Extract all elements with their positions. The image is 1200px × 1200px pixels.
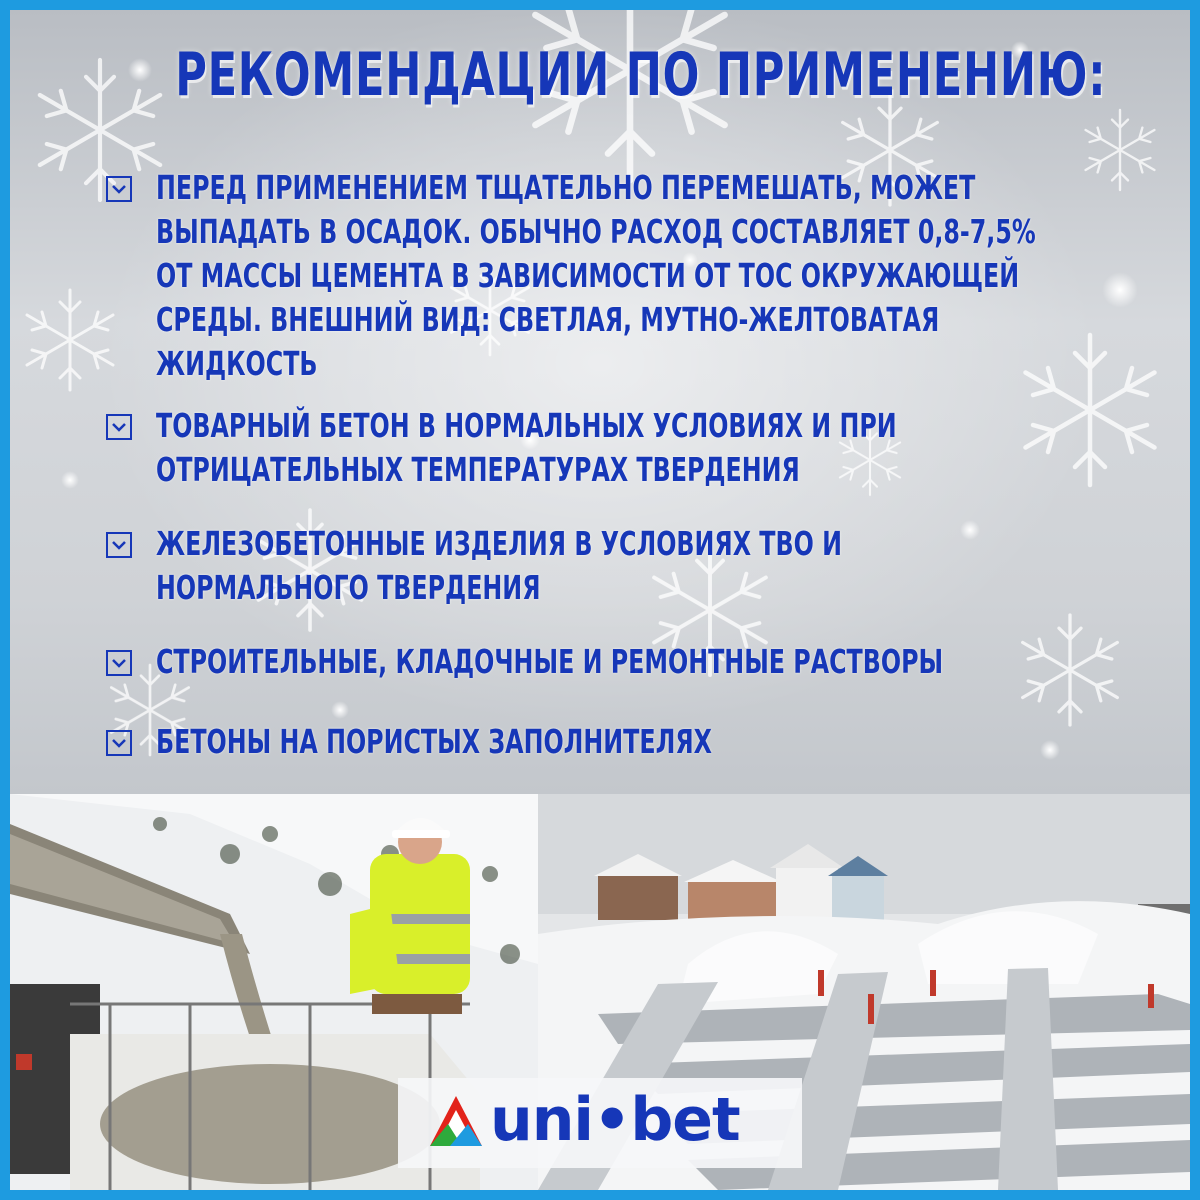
- list-item-text: БЕТОНЫ НА ПОРИСТЫХ ЗАПОЛНИТЕЛЯХ: [156, 722, 712, 761]
- checkbox-icon: [106, 532, 132, 558]
- list-item-text: СТРОИТЕЛЬНЫЕ, КЛАДОЧНЫЕ И РЕМОНТНЫЕ РАСТВОРЫ: [156, 642, 944, 681]
- list-item-text: ПЕРЕД ПРИМЕНЕНИЕМ ТЩАТЕЛЬНО ПЕРЕМЕШАТЬ, МОЖЕТ ВЫПАДАТЬ В ОСАДОК. ОБЫЧНО РАСХОД СОСТАВЛЯЕТ 0,8-7,5% ОТ МАССЫ ЦЕМЕНТА В ЗАВИСИМОСТИ ОТ ТОС ОКРУЖАЮЩЕЙ СРЕДЫ. ВНЕШНИЙ ВИД: СВЕТЛАЯ, МУТНО-ЖЕЛТОВАТАЯ ЖИДКОСТЬ: [156, 168, 1036, 383]
- page-title: РЕКОМЕНДАЦИИ ПО ПРИМЕНЕНИЮ:: [175, 40, 1107, 110]
- triangle-logo-icon: [428, 1094, 484, 1150]
- checkbox-icon: [106, 650, 132, 676]
- checkbox-icon: [106, 176, 132, 202]
- snow-background: [10, 10, 1190, 794]
- checkbox-icon: [106, 414, 132, 440]
- logo-wordmark: uni•bet: [490, 1085, 740, 1155]
- list-item-text: ЖЕЛЕЗОБЕТОННЫЕ ИЗДЕЛИЯ В УСЛОВИЯХ ТВО И НОРМАЛЬНОГО ТВЕРДЕНИЯ: [156, 524, 842, 607]
- brand-logo: [398, 1078, 802, 1168]
- checkbox-icon: [106, 730, 132, 756]
- list-item-text: ТОВАРНЫЙ БЕТОН В НОРМАЛЬНЫХ УСЛОВИЯХ И ПРИ ОТРИЦАТЕЛЬНЫХ ТЕМПЕРАТУРАХ ТВЕРДЕНИЯ: [156, 406, 897, 489]
